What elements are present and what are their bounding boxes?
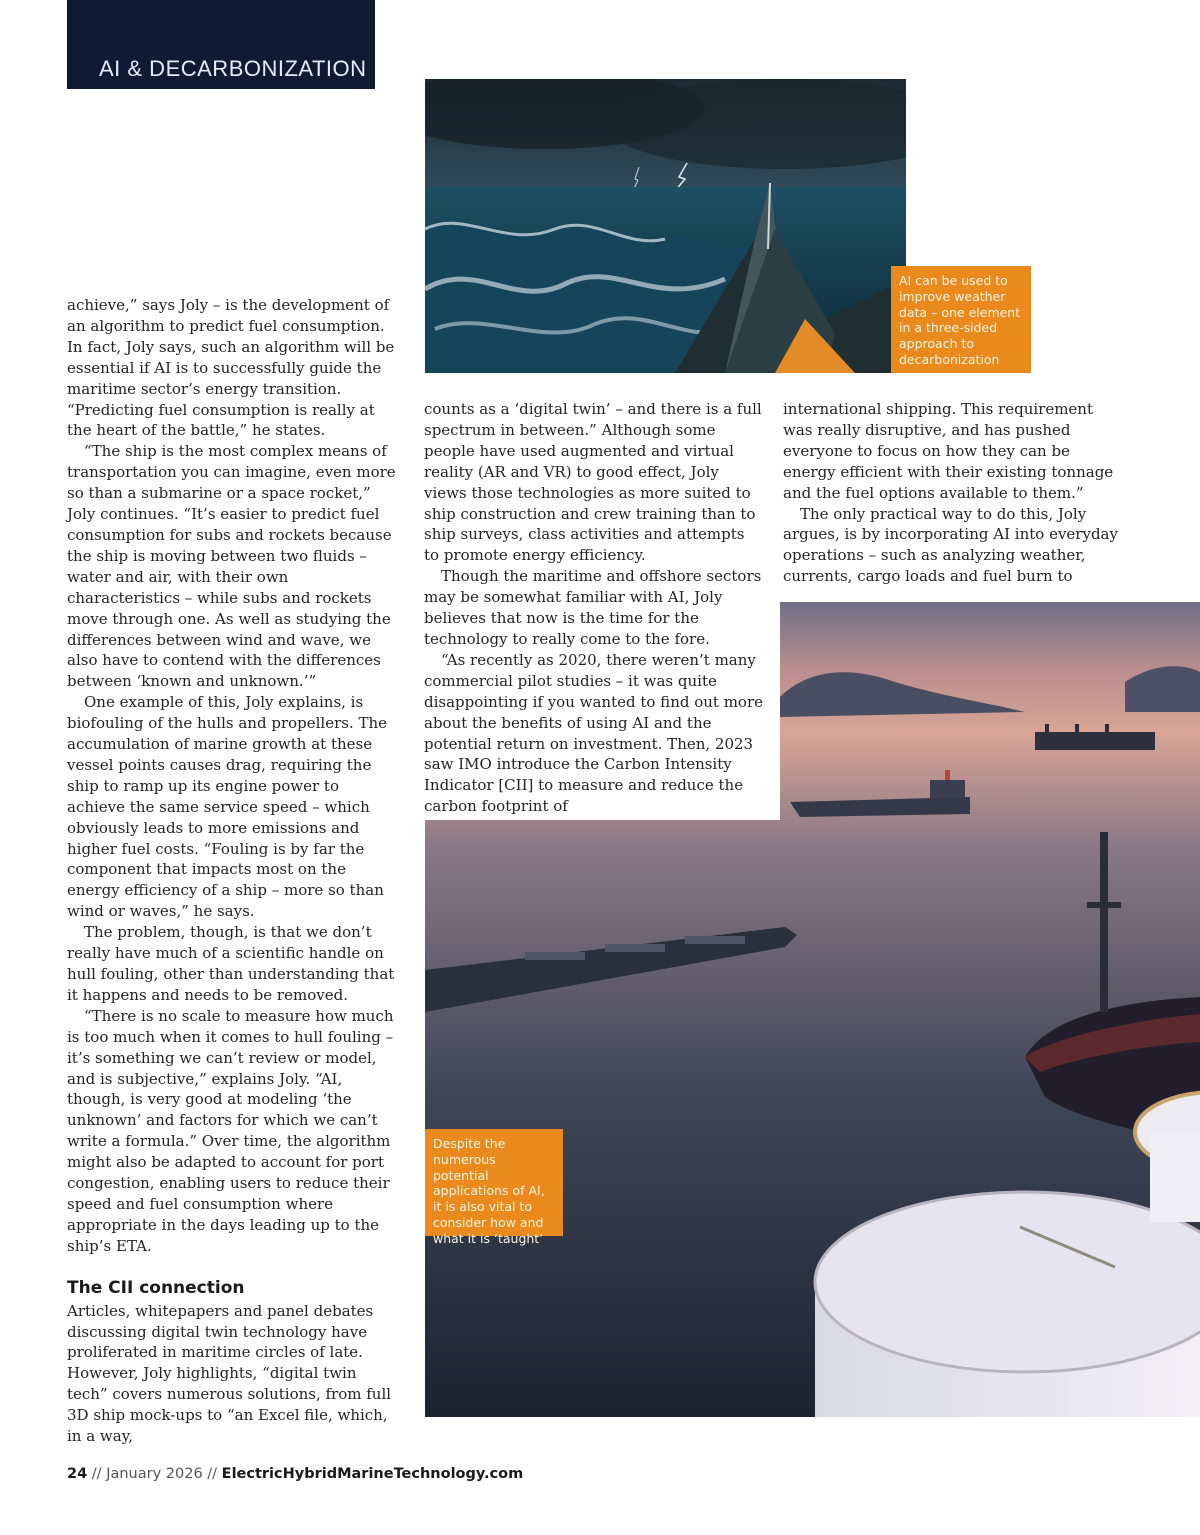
section-label: AI & DECARBONIZATION xyxy=(67,0,375,89)
paragraph: achieve,” says Joly – is the development of an algorithm to predict fuel consumption. In fact, Joly says, such an algorithm will be essential if AI is to successfully guide the maritime sector’s energy transition. “Predicting fuel consumption is really at the heart of the battle,” he states. xyxy=(67,296,395,440)
article-column-1 xyxy=(67,295,399,1447)
paragraph: The only practical way to do this, Joly argues, is by incorporating AI into everyday operations – such as analyzing weather, currents, cargo loads and fuel burn to xyxy=(783,504,1118,586)
paragraph: “As recently as 2020, there weren’t many commercial pilot studies – it was quite disappointing if you wanted to find out more about the benefits of using AI and the potential return on investment. Then, 2023 saw IMO introduce the Carbon Intensity Indicator [CII] to measure and reduce the carbon footprint of xyxy=(424,650,764,816)
issue-date: January 2026 xyxy=(106,1466,203,1482)
paragraph: “There is no scale to measure how much is too much when it comes to hull fouling – it’s something we can’t review or model, and is subjective,” explains Joly. “AI, though, is very good at modeling ‘the unknown’ and factors for which we can’t write a formula.” Over time, the algorithm might also be adapted to account for port congestion, enabling users to reduce their speed and fuel consumption where appropriate in the days leading up to the ship’s ETA. xyxy=(67,1006,394,1255)
paragraph: international shipping. This requirement was really disruptive, and has pushed everyone to focus on how they can be energy efficient with their existing tonnage and the fuel options available to them.” xyxy=(783,400,1114,502)
article-column-3 xyxy=(783,399,1123,587)
footer-separator: // xyxy=(202,1466,222,1482)
article-column-2 xyxy=(424,399,764,817)
page-footer xyxy=(67,1466,523,1482)
paragraph: counts as a ‘digital twin’ – and there is a full spectrum in between.” Although some people have used augmented and virtual reality (AR and VR) to good effect, Joly views those technologies as more suited to ship construction and crew training than to ship surveys, class activities and attempts to promote energy efficiency. xyxy=(424,400,762,565)
page-number: 24 xyxy=(67,1466,88,1482)
footer-separator: // xyxy=(87,1466,107,1482)
storm-photo-caption: AI can be used to improve weather data – one element in a three-sided approach to decarbonization xyxy=(891,266,1031,373)
paragraph: Articles, whitepapers and panel debates discussing digital twin technology have proliferated in maritime circles of late. However, Joly highlights, “digital twin tech” covers numerous solutions, from full 3D ship mock-ups to “an Excel file, which, in a way, xyxy=(67,1301,392,1446)
paragraph: “The ship is the most complex means of transportation you can imagine, even more so than a submarine or a space rocket,” Joly continues. “It’s easier to predict fuel consumption for subs and rockets because the ship is moving between two fluids – water and air, with their own characteristics – while subs and rockets move through one. As well as studying the differences between wind and wave, we also have to contend with the differences between ‘known and unknown.’” xyxy=(67,442,396,691)
port-photo-caption: Despite the numerous potential applications of AI, it is also vital to consider how and what it is ‘taught’ xyxy=(425,1129,563,1236)
storm-sea-photo xyxy=(425,79,906,373)
paragraph: One example of this, Joly explains, is biofouling of the hulls and propellers. The accumulation of marine growth at these vessel points causes drag, requiring the ship to ramp up its engine power to achieve the same service speed – which obviously leads to more emissions and higher fuel costs. “Fouling is by far the component that impacts most on the energy efficiency of a ship – more so than wind or waves,” he says. xyxy=(67,693,388,921)
paragraph: The problem, though, is that we don’t really have much of a scientific handle on hull fouling, other than understanding that it happens and needs to be removed. xyxy=(67,923,395,1004)
website-link[interactable]: ElectricHybridMarineTechnology.com xyxy=(221,1466,524,1482)
paragraph: Though the maritime and offshore sectors may be somewhat familiar with AI, Joly believes that now is the time for the technology to really come to the fore. xyxy=(424,567,762,648)
subheading: The CII connection xyxy=(67,1277,245,1298)
